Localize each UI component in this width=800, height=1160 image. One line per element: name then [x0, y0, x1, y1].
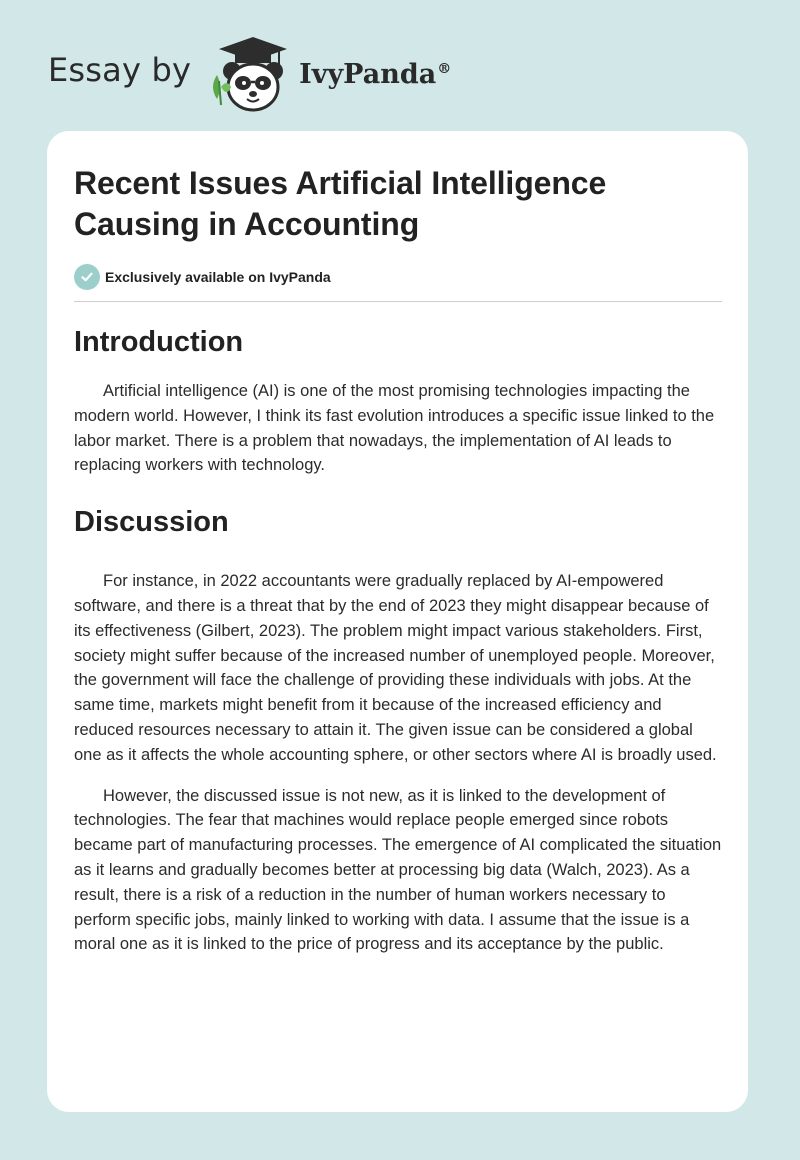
paragraph: Artificial intelligence (AI) is one of the most promising technologies impacting the modern world. However, I think its fast evolution introduces a specific issue linked to the labor market. There is a problem that nowadays, the implementation of AI leads to replacing workers with technology.: [74, 382, 715, 475]
brand-name[interactable]: IvyPanda®: [299, 58, 452, 90]
title-line-2: Causing in Accounting: [74, 206, 420, 242]
check-icon: [74, 264, 100, 290]
availability-badge: [74, 264, 722, 290]
essay-by-label: Essay by: [48, 51, 192, 89]
essay-card: [47, 131, 748, 1112]
page-title: [74, 163, 722, 245]
title-line-1: Recent Issues Artificial Intelligence: [74, 165, 607, 201]
essay-content: [74, 163, 722, 957]
section-heading-introduction: Introduction: [74, 326, 244, 358]
panda-graduate-icon: [207, 35, 293, 113]
site-header: [48, 34, 451, 114]
divider: [74, 301, 722, 302]
section-heading-discussion: Discussion: [74, 506, 229, 539]
paragraph: However, the discussed issue is not new, as it is linked to the development of technologies. The fear that machines would replace people emerged since robots became part of manufacturing processes. The emergence of AI complicated the situation as it learns and gradually becomes better at processing big data (Walch, 2023). As a result, there is a risk of a reduction in the number of human workers necessary to perform specific jobs, mainly linked to working with data. I assume that the issue is a moral one as it is linked to the price of progress and its acceptance by the public.: [74, 786, 722, 954]
paragraph: For instance, in 2022 accountants were gradually replaced by AI-empowered software, and there is a threat that by the end of 2023 they might disappear because of its effectiveness (Gilbert, 2023). The problem might impact various stakeholders. First, society might suffer because of the increased number of unemployed people. Moreover, the government will face the challenge of providing these individuals with jobs. At the same time, markets might benefit from it because of the increased efficiency and reduced resources necessary to attain it. The given issue can be considered a global one as it affects the whole accounting sphere, or other sectors where AI is broadly used.: [74, 572, 717, 764]
registered-mark: ®: [437, 60, 452, 77]
availability-text: Exclusively available on IvyPanda: [105, 269, 331, 285]
